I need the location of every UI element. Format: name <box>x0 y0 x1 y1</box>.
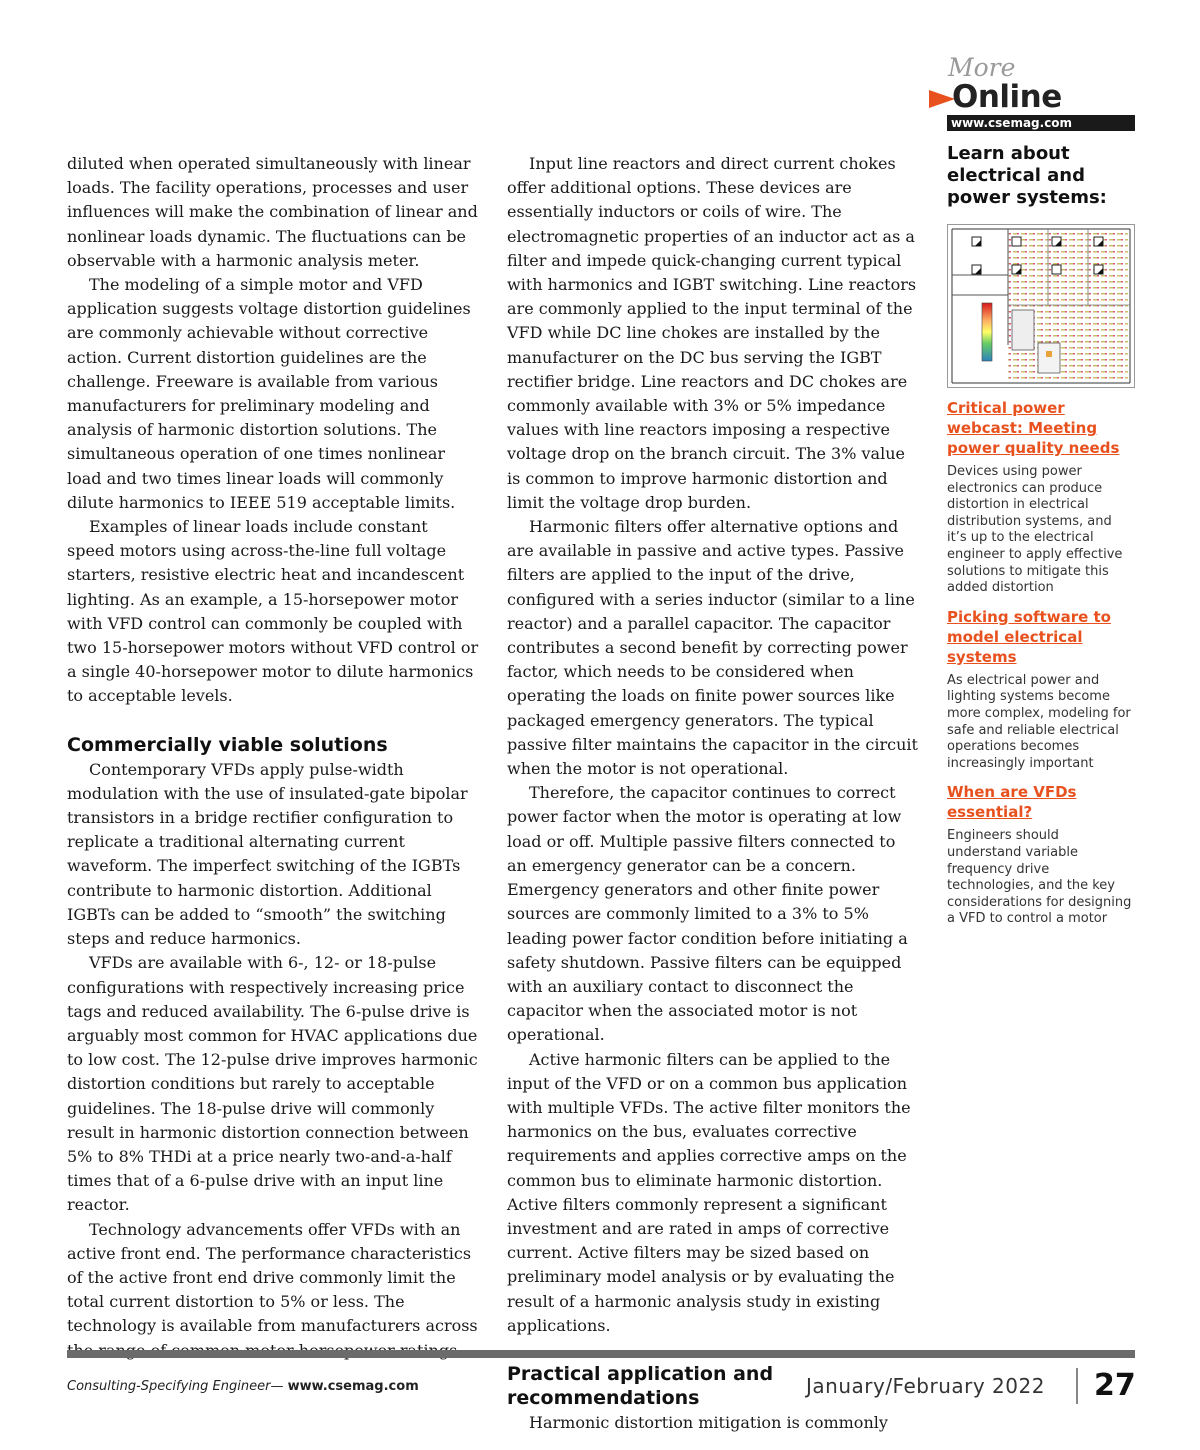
sidebar-link-description: Devices using power electronics can produce distortion in electrical distribution systems, and it’s up to the electrical engineer to apply effective solutions to mitigate this added distortion <box>947 464 1123 596</box>
sidebar-link-description: Engineers should understand variable frequency drive technologies, and the key considerations for designing a VFD to control a motor <box>947 828 1132 927</box>
more-online-more: More <box>948 53 1016 82</box>
footer-url[interactable]: www.csemag.com <box>287 1379 419 1394</box>
paragraph: Contemporary VFDs apply pulse-width modulation with the use of insulated-gate bipolar transistors in a bridge rectifier configuration to replicate a traditional alternating current waveform. The imperfect switching of the IGBTs contribute to harmonic distortion. Additional IGBTs can be added to “smooth” the switching steps and reduce harmonics. <box>67 759 468 949</box>
sidebar-link-critical-power-webcast[interactable]: Critical power webcast: Meeting power quality needs <box>947 399 1120 457</box>
paragraph: diluted when operated simultaneously with linear loads. The facility operations, processes and user influences will make the combination of linear and nonlinear loads dynamic. The fluctuations can be observable with a harmonic analysis meter. <box>67 154 478 270</box>
floor-plan-image <box>948 225 1134 387</box>
article-column-1 <box>67 152 479 1363</box>
paragraph: The modeling of a simple motor and VFD application suggests voltage distortion guidelines are commonly achievable without corrective action. Current distortion guidelines are the challenge. Freeware is available from various manufacturers for preliminary modeling and analysis of harmonic distortion solutions. The simultaneous operation of one times nonlinear load and two times linear loads will commonly dilute harmonics to IEEE 519 acceptable limits. <box>67 275 471 512</box>
article-column-2 <box>507 152 919 1435</box>
floor-plan-thumbnail <box>947 224 1135 388</box>
paragraph: Technology advancements offer VFDs with an active front end. The performance characteristics of the active front end drive commonly limit the total current distortion to 5% or less. The technology is available from manufacturers across <box>67 1219 478 1336</box>
section-heading: Practical application and recommendations <box>507 1362 774 1409</box>
paragraph: Input line reactors and direct current chokes offer additional options. These devices are essentially inductors or coils of wire. The electromagnetic properties of an inductor act as a filter and impede quick-changing current typical with harmonics and IGBT switching. Line reactors are commonly applied to the input terminal of the VFD while DC line chokes are installed by the manufacturer on the DC bus serving the IGBT rectifier bridge. Line reactors and DC chokes are commonly available with 3% or 5% impedance values with line reactors imposing a respective voltage drop on the branch circuit. The 3% value is common to improve harmonic distortion and limit the voltage drop burden. <box>507 154 917 512</box>
sidebar-link-description: As electrical power and lighting systems become more complex, modeling for safe and reliable electrical operations becomes increasingly important <box>947 672 1131 771</box>
paragraph: VFDs are available with 6-, 12- or 18-pulse configurations with respectively increasing price tags and reduced availability. The 6-pulse drive is arguably most common for HVAC applications due to low cost. The 12-pulse drive improves harmonic distortion conditions but rarely to acceptable guidelines. The 18-pulse drive will commonly result in harmonic distortion connection between 5% to 8% THDi at a price nearly two-and-a-half times that of a 6-pulse drive with an input line reactor. <box>67 953 478 1215</box>
paragraph: Harmonic filters offer alternative options and are available in passive and active types. Passive filters are applied to the input of the drive, configured with a series inductor (similar to a line reactor) and a parallel capacitor. The capacitor contributes a second benefit by correcting power factor, which needs to be considered when operating the loads on finite power sources like packaged emergency generators. The typical passive filter maintains the capacitor in the circuit when the motor is not operational. <box>507 517 918 779</box>
more-online-url[interactable]: www.csemag.com <box>947 115 1135 131</box>
footer-divider <box>1076 1368 1078 1404</box>
footer-separator: — <box>270 1379 284 1394</box>
footer-issue-date: January/February 2022 <box>806 1374 1045 1398</box>
paragraph: Therefore, the capacitor continues to correct power factor when the motor is operating at low load or off. Multiple passive filters connected to an emergency generator can be a concern. Emergency generators and other finite power sources are commonly limited to a 3% to 5% leading power factor condition before initiating a safety shutdown. Passive filters can be equipped with an auxiliary contact to disconnect the capacitor when the associated motor is not operational. <box>507 783 908 1045</box>
sidebar-link-picking-software[interactable]: Picking software to model electrical systems <box>947 607 1111 666</box>
footer-publication <box>67 1379 419 1394</box>
sidebar-heading: Learn about electrical and power systems: <box>947 143 1107 208</box>
more-online-logo <box>947 81 1135 115</box>
paragraph: Active harmonic filters can be applied to the input of the VFD or on a common bus application with multiple VFDs. The active filter monitors the harmonics on the bus, evaluates corrective requirements and applies corrective amps on the common bus to eliminate harmonic distortion. Active filters commonly represent a significant investment and are rated in amps of corrective current. Active filters may be sized based on preliminary model analysis or by evaluating the result of a harmonic analysis study in existing applications. <box>507 1049 911 1335</box>
footer-rule <box>67 1350 1135 1358</box>
footer-magazine-name: Consulting-Specifying Engineer <box>67 1379 271 1394</box>
page-number: 27 <box>1094 1368 1136 1403</box>
sidebar-link-when-are-vfds-essential[interactable]: When are VFDs essential? <box>947 783 1077 822</box>
paragraph: Harmonic distortion mitigation is commonly <box>529 1412 888 1432</box>
paragraph: Examples of linear loads include constant speed motors using across-the-line full voltage starters, resistive electric heat and incandescent lighting. As an example, a 15-horsepower motor with VFD control can commonly be coupled with two 15-horsepower motors without VFD control or a single 40-horsepower motor to dilute harmonics to acceptable levels. <box>67 517 479 706</box>
section-heading: Commercially viable solutions <box>67 733 388 756</box>
more-online-sidebar <box>947 55 1135 928</box>
more-online-online: Online <box>952 79 1062 115</box>
